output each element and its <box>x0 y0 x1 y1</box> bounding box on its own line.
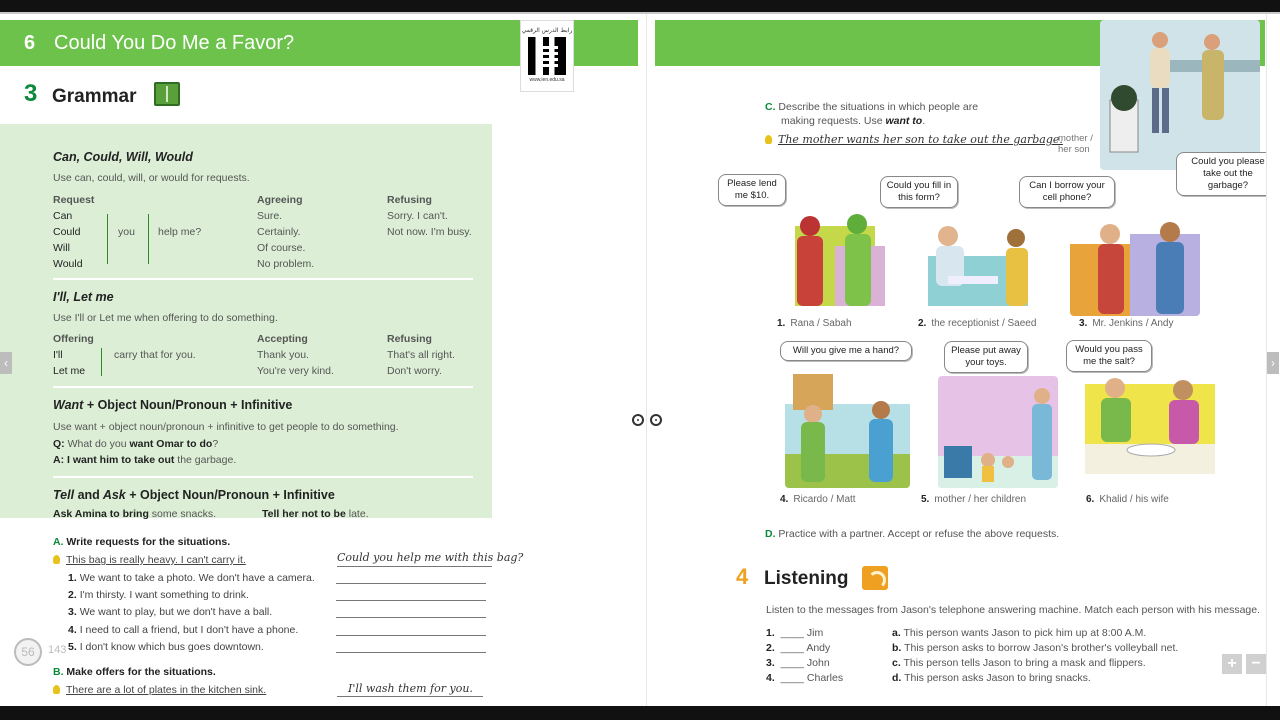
answer-blank[interactable]: ____ <box>780 672 804 684</box>
example-caption <box>1058 133 1093 155</box>
tell-ask-example-1 <box>53 506 216 522</box>
grammar-heading <box>24 80 137 108</box>
grammar-section-offers <box>53 290 278 324</box>
listening-message <box>892 657 1146 669</box>
viewer-top-bar <box>0 0 1280 14</box>
listening-message <box>892 642 1178 654</box>
person-name: Charles <box>806 672 844 684</box>
exercise-instruction: Make offers for the situations. <box>66 666 216 678</box>
caption-number: 2. <box>918 318 927 329</box>
message-letter: d. <box>892 672 902 684</box>
refusing-item: That's all right. <box>387 349 455 361</box>
item-number: 5. <box>68 641 77 653</box>
you-text: you <box>118 226 135 238</box>
item-text: I don't know which bus goes downtown. <box>79 641 264 653</box>
listening-message <box>892 627 1146 639</box>
qr-url: www.ien.edu.sa <box>529 77 565 83</box>
scene-caption <box>1086 494 1169 505</box>
section-subtitle: Use want + object noun/pronoun + infinitive to get people to do something. <box>53 421 399 433</box>
agreeing-item: Certainly. <box>257 226 301 238</box>
scene-caption <box>921 494 1026 505</box>
refusing-item: Not now. I'm busy. <box>387 226 472 238</box>
caption-text: mother / her children <box>934 494 1027 505</box>
lightbulb-icon <box>53 555 60 564</box>
listening-number: 4 <box>736 564 749 589</box>
exercise-a-example <box>53 554 246 566</box>
offer-item: Let me <box>53 365 86 377</box>
exercise-c-instruction-2 <box>781 115 925 127</box>
section-rule <box>53 476 473 478</box>
answer-line <box>337 566 492 567</box>
exercise-a-item <box>68 606 272 618</box>
ex-rest: some snacks. <box>151 508 216 520</box>
exercise-a-item <box>68 589 249 601</box>
next-page-arrow[interactable]: › <box>1267 352 1279 374</box>
scene-caption <box>918 318 1036 329</box>
answer-line <box>337 696 483 697</box>
example-text: There are a lot of plates in the kitchen sink. <box>66 684 267 696</box>
caption-text: Mr. Jenkins / Andy <box>1092 318 1174 329</box>
heading-italic: Ask <box>102 488 126 502</box>
exercise-a-heading <box>53 536 230 548</box>
message-letter: b. <box>892 642 902 654</box>
refusing-list <box>387 208 472 240</box>
grammar-box <box>0 124 492 518</box>
example-answer: Could you help me with this bag? <box>337 551 524 564</box>
scene-illustration-6 <box>1085 364 1215 488</box>
instruction-line-1: Describe the situations in which people are <box>778 101 979 113</box>
refusing-label-2: Refusing <box>387 333 432 345</box>
heading-italic: Tell <box>53 488 75 502</box>
person-number: 3. <box>766 657 775 669</box>
want-answer <box>53 452 236 468</box>
item-text: We want to take a photo. We don't have a camera. <box>79 572 315 584</box>
answer-blank[interactable]: ____ <box>780 657 804 669</box>
section-heading: I'll, Let me <box>53 290 114 304</box>
scene-illustration-4 <box>785 364 910 488</box>
agreeing-item: Sure. <box>257 210 283 222</box>
modal-list <box>53 208 83 272</box>
caption-text: Ricardo / Matt <box>793 494 856 505</box>
scene-caption <box>1079 318 1174 329</box>
instruction-post: . <box>922 115 926 127</box>
caption-line: mother / <box>1058 133 1093 144</box>
exercise-b-example <box>53 684 266 696</box>
listening-person <box>766 657 830 669</box>
q-pre: What do you <box>67 438 127 450</box>
accepting-label: Accepting <box>257 333 308 345</box>
exercise-a-item <box>68 624 298 636</box>
offer-item: I'll <box>53 349 63 361</box>
refusing-label: Refusing <box>387 194 432 206</box>
agreeing-item: No problem. <box>257 258 315 270</box>
exercise-instruction: Write requests for the situations. <box>66 536 231 548</box>
listening-heading <box>736 564 849 590</box>
exercise-b-heading <box>53 666 216 678</box>
speech-bubble: Please put away your toys. <box>944 341 1028 373</box>
exercise-a-item <box>68 572 315 584</box>
scene-illustration-1 <box>775 196 895 316</box>
page-gutter <box>646 14 647 706</box>
caption-number: 1. <box>777 318 786 329</box>
book-spread <box>0 14 1280 706</box>
grammar-section-want <box>53 398 399 433</box>
example-answer: I'll wash them for you. <box>348 682 473 695</box>
message-letter: a. <box>892 627 901 639</box>
caption-line: her son <box>1058 144 1090 155</box>
item-text: We want to play, but we don't have a ball. <box>79 606 273 618</box>
person-number: 1. <box>766 627 775 639</box>
person-name: Andy <box>806 642 831 654</box>
message-text: This person asks Jason to bring snacks. <box>904 672 1091 684</box>
message-letter: c. <box>892 657 901 669</box>
answer-line[interactable] <box>336 600 486 601</box>
modal-item: Could <box>53 226 81 238</box>
grammar-title: Grammar <box>52 86 137 107</box>
item-text: I need to call a friend, but I don't have a phone. <box>79 624 299 636</box>
answer-blank[interactable]: ____ <box>780 642 804 654</box>
section-rule <box>53 386 473 388</box>
listening-person <box>766 642 830 654</box>
item-number: 4. <box>68 624 77 636</box>
person-name: John <box>806 657 830 669</box>
modal-item: Can <box>53 210 73 222</box>
exercise-instruction: Practice with a partner. Accept or refuse the above requests. <box>778 528 1060 540</box>
unit-title: Could You Do Me a Favor? <box>54 32 295 54</box>
instruction-bold: want to <box>885 115 923 127</box>
exercise-label: A. <box>53 536 64 548</box>
accepting-item: Thank you. <box>257 349 309 361</box>
speech-bubble: Please lend me $10. <box>718 174 786 206</box>
answer-blank[interactable]: ____ <box>780 627 804 639</box>
speech-bubble: Would you pass me the salt? <box>1066 340 1152 372</box>
caption-number: 5. <box>921 494 930 505</box>
grammar-number: 3 <box>24 80 38 107</box>
grammar-section-modals <box>53 150 250 184</box>
refusing-item: Sorry. I can't. <box>387 210 448 222</box>
accepting-list <box>257 347 334 379</box>
section-subtitle: Use I'll or Let me when offering to do something. <box>53 312 278 324</box>
scene-illustration-2 <box>918 206 1038 316</box>
caption-number: 6. <box>1086 494 1095 505</box>
lightbulb-icon <box>53 685 60 694</box>
refusing-list-2 <box>387 347 455 379</box>
zoom-in-button[interactable]: + <box>1222 654 1242 674</box>
a-label: A: <box>53 454 65 466</box>
exercise-c-heading <box>765 101 978 113</box>
divider-line <box>148 214 149 264</box>
example-text: The mother wants her son to take out the garbage. <box>778 133 1063 146</box>
grammar-section-tell-ask <box>53 488 335 502</box>
help-text: help me? <box>158 226 202 238</box>
q-label: Q: <box>53 438 65 450</box>
want-question <box>53 436 218 452</box>
person-name: Jim <box>806 627 824 639</box>
answer-line[interactable] <box>336 617 486 618</box>
caption-text: the receptionist / Saeed <box>931 318 1037 329</box>
a-bold: I want him to take out <box>67 454 175 466</box>
speech-bubble: Could you please take out the garbage? <box>1176 152 1280 196</box>
caption-text: Khalid / his wife <box>1099 494 1169 505</box>
page-number-badge[interactable]: 56 <box>14 638 42 666</box>
agreeing-label: Agreeing <box>257 194 303 206</box>
tell-ask-example-2 <box>262 506 369 522</box>
exercise-label: C. <box>765 101 776 113</box>
heading-mid: and <box>77 488 100 502</box>
offer-list <box>53 347 85 379</box>
listening-message <box>892 672 1091 684</box>
item-number: 3. <box>68 606 77 618</box>
refusing-item: Don't worry. <box>387 365 442 377</box>
accepting-item: You're very kind. <box>257 365 334 377</box>
listening-title: Listening <box>764 568 849 589</box>
divider-line <box>101 348 102 376</box>
listening-person <box>766 672 843 684</box>
ex-rest: late. <box>348 508 369 520</box>
request-label: Request <box>53 194 95 206</box>
modal-item: Will <box>53 242 70 254</box>
agreeing-item: Of course. <box>257 242 306 254</box>
item-number: 2. <box>68 589 77 601</box>
caption-text: Rana / Sabah <box>790 318 852 329</box>
agreeing-list <box>257 208 314 272</box>
person-number: 4. <box>766 672 775 684</box>
message-text: This person wants Jason to pick him up at 8:00 A.M. <box>903 627 1147 639</box>
caption-number: 3. <box>1079 318 1088 329</box>
person-number: 2. <box>766 642 775 654</box>
offering-label: Offering <box>53 333 94 345</box>
heading-rest: + Object Noun/Pronoun + Infinitive <box>129 488 335 502</box>
scene-caption <box>780 494 856 505</box>
speech-bubble: Can I borrow your cell phone? <box>1019 176 1115 208</box>
listening-instruction: Listen to the messages from Jason's telephone answering machine. Match each person with his message. <box>766 604 1261 616</box>
unit-number: 6 <box>24 32 36 54</box>
message-text: This person asks to borrow Jason's brother's volleyball net. <box>904 642 1179 654</box>
message-text: This person tells Jason to bring a mask and flippers. <box>903 657 1146 669</box>
viewer-bottom-bar <box>0 706 1280 720</box>
ex-bold: Tell her not to be <box>262 508 346 520</box>
exercise-label: B. <box>53 666 64 678</box>
exercise-c-example <box>765 133 1063 146</box>
scene-illustration-5 <box>938 376 1058 488</box>
qr-code[interactable] <box>520 20 574 92</box>
item-number: 1. <box>68 572 77 584</box>
q-post: ? <box>212 438 219 450</box>
answer-line[interactable] <box>336 583 486 584</box>
zoom-out-button[interactable]: − <box>1246 654 1266 674</box>
prev-page-arrow[interactable]: ‹ <box>0 352 12 374</box>
qr-image <box>528 37 566 75</box>
scene-caption <box>777 318 852 329</box>
divider-line <box>107 214 108 264</box>
speech-bubble: Could you fill in this form? <box>880 176 958 208</box>
listening-person <box>766 627 823 639</box>
page-total: 143 <box>48 644 67 656</box>
section-rule <box>53 278 473 280</box>
audio-icon[interactable] <box>862 566 888 590</box>
exercise-d <box>765 528 1059 540</box>
section-heading: Can, Could, Will, Would <box>53 150 193 164</box>
book-icon <box>154 82 180 106</box>
answer-line[interactable] <box>336 635 486 636</box>
exercise-a-item <box>68 641 264 653</box>
crosshair-icon <box>650 414 662 426</box>
heading-rest: + Object Noun/Pronoun + Infinitive <box>86 398 293 412</box>
speech-bubble: Will you give me a hand? <box>780 341 912 361</box>
carry-text: carry that for you. <box>114 349 196 361</box>
answer-line[interactable] <box>336 652 486 653</box>
lightbulb-icon <box>765 135 772 144</box>
scene-illustration-3 <box>1070 204 1200 316</box>
garbage-illustration <box>1100 20 1260 170</box>
qr-caption: رابط الدرس الرقمي <box>521 27 573 34</box>
modal-item: Would <box>53 258 83 270</box>
ex-bold: Ask Amina to bring <box>53 508 149 520</box>
exercise-label: D. <box>765 528 776 540</box>
heading-italic: Want <box>53 398 84 412</box>
q-bold: want Omar to do <box>129 438 213 450</box>
a-post: the garbage. <box>177 454 237 466</box>
item-text: I'm thirsty. I want something to drink. <box>79 589 249 601</box>
crosshair-icon <box>632 414 644 426</box>
instruction-pre: making requests. Use <box>781 115 883 127</box>
caption-number: 4. <box>780 494 789 505</box>
example-text: This bag is really heavy. I can't carry it. <box>66 554 246 566</box>
section-subtitle: Use can, could, will, or would for requests. <box>53 172 250 184</box>
